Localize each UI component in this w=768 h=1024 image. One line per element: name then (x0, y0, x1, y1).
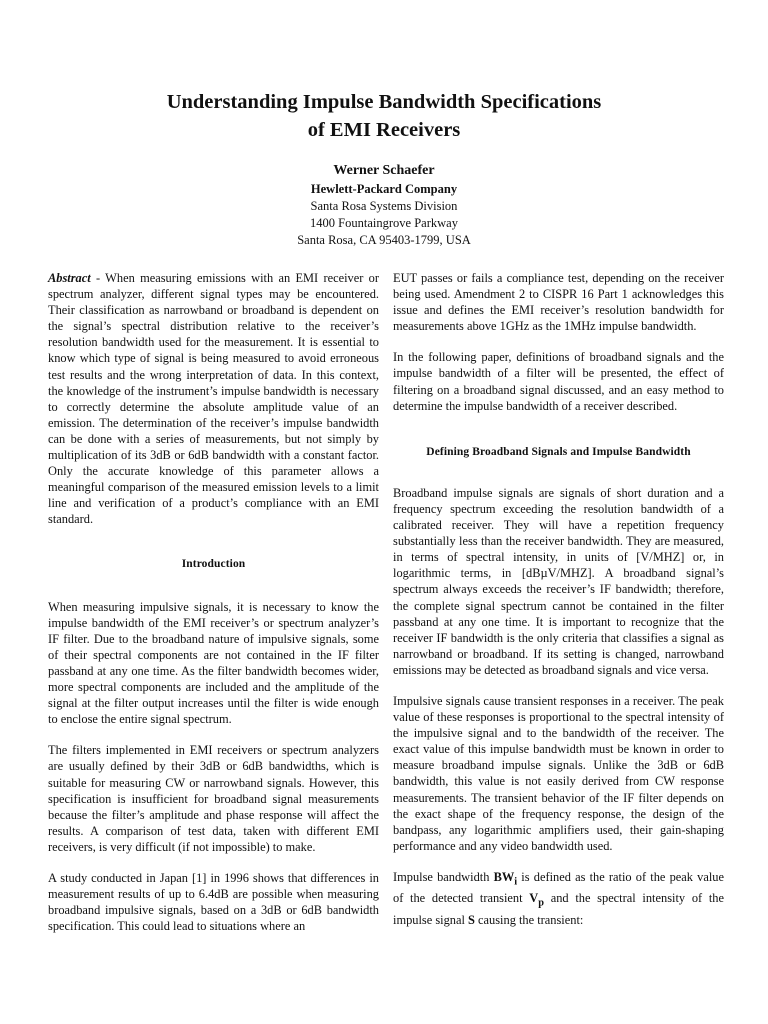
bw-symbol (493, 869, 518, 888)
paper-title (0, 88, 768, 144)
text-run: Impulse bandwidth (393, 869, 494, 884)
impulse-bandwidth-definition (393, 869, 724, 928)
paragraph: EUT passes or fails a compliance test, depending on the receiver being used. Amendment 2 to CISPR 16 Part 1 acknowledges this issue and defines the EMI receiver’s resolution bandwidth for measurements above 1GHz as the 1MHz impulse bandwidth. (393, 271, 724, 334)
title-block (0, 88, 768, 249)
company-name: Hewlett-Packard Company (310, 182, 458, 196)
text-run: and the spectral intensity of the impulse signal (393, 891, 724, 928)
address-line-2: 1400 Fountaingrove Parkway (310, 216, 458, 230)
paragraph: In the following paper, definitions of broadband signals and the impulse bandwidth of a filter will be presented, the effect of filtering on a broadband signal discussed, and an easy method to determine the impulse bandwidth of a receiver described. (393, 350, 724, 413)
s-symbol: S (468, 913, 475, 928)
right-column (393, 270, 724, 943)
paragraph: The filters implemented in EMI receivers or spectrum analyzers are usually defined by their 3dB or 6dB bandwidths, which is suitable for measuring CW or narrowband signals. However, this specification is insufficient for broadband signal measurements because the filter’s amplitude and phase response will affect the results. A comparison of test data, taken with different EMI receivers, is very difficult (if not impossible) to make. (48, 743, 379, 854)
section-heading: Defining Broadband Signals and Impulse Bandwidth (426, 445, 691, 458)
address-line-1: Santa Rosa Systems Division (310, 199, 458, 213)
abstract-text: - When measuring emissions with an EMI receiver or spectrum analyzer, different signal types may be encountered. Their classification as narrowband or broadband is dependent on the signal’s spectral distribution relative to the receiver’s resolution bandwidth used for the measurement. It is essential to know which type of signal is being measured to avoid erroneous test results and the wrong interpretation of data. In this context, the knowledge of the instrument’s impulse bandwidth is necessary to correctly determine the absolute amplitude value of an emission. The determination of the receiver’s impulse bandwidth can be done with a series of measurements, but not simply by multiplication of its 3dB or 6dB bandwidth with a constant factor. Only the accurate knowledge of this parameter allows a meaningful comparison of the measured emission levels to a limit line and verification of a product’s compliance with an EMI standard. (48, 271, 379, 527)
title-line-2: of EMI Receivers (307, 119, 461, 141)
address-line-3: Santa Rosa, CA 95403-1799, USA (297, 233, 471, 247)
text-run: causing the transient: (474, 913, 584, 928)
text-run: is defined as the ratio of the peak value of the detected transient (393, 869, 724, 906)
paragraph: Impulsive signals cause transient responses in a receiver. The peak value of these responses is proportional to the spectral intensity of the impulsive signal and to the bandwidth of the receiver. The exact value of this impulse bandwidth must be known in order to measure broadband impulse signals. Unlike the 3dB or 6dB bandwidth, this value is not easily derived from CW response measurements. The transient behavior of the IF filter depends on the exact shape of the frequency response, the design of the bandpass, any logarithmic amplifiers used, their gain-shaping performance and any video bandwidth used. (393, 693, 724, 853)
abstract-label: Abstract (48, 271, 91, 285)
paragraph: Broadband impulse signals are signals of short duration and a frequency spectrum exceeding the resolution bandwidth of a calibrated receiver. They will have a repetition frequency substantially less than the receiver bandwidth. They are measured, in terms of spectral intensity, in units of [V/MHZ] or, in logarithmic terms, in [dBµV/MHZ]. A broadband signal’s spectrum always exceeds the receiver’s IF bandwidth; therefore, the complete signal spectrum cannot be contained in the filter passband at any one time. It is important to recognize that the receiver IF bandwidth is the only criteria that classifies a signal as narrowband or broadband. If its setting is changed, narrowband emissions may be detected as broadband signals and vice versa. (393, 485, 724, 677)
title-line-1: Understanding Impulse Bandwidth Specifications (166, 91, 602, 113)
bw-subscript: i (514, 876, 518, 888)
vp-symbol (529, 891, 544, 909)
paragraph: When measuring impulsive signals, it is necessary to know the impulse bandwidth of the EMI receiver’s or spectrum analyzer’s IF filter. Due to the broadband nature of impulsive signals, some of their spectral components are not contained in the IF filter passband at any one time. As the filter bandwidth becomes wider, more spectral components are included and the amplitude of the signal at the filter output increases until the filter is wide enough to enclose the entire signal spectrum. (48, 599, 379, 727)
abstract-paragraph (48, 270, 379, 528)
bw-symbol-text: BW (493, 869, 515, 884)
vp-symbol-text: V (529, 891, 539, 906)
introduction-heading: Introduction (181, 557, 246, 570)
left-column (48, 270, 379, 949)
author-name: Werner Schaefer (333, 163, 435, 178)
paragraph: A study conducted in Japan [1] in 1996 shows that differences in measurement results of up to 6.4dB are possible when measuring broadband impulsive signals, based on a 3dB or 6dB bandwidth specification. This could lead to situations where an (48, 871, 379, 934)
vp-subscript: p (538, 897, 544, 909)
